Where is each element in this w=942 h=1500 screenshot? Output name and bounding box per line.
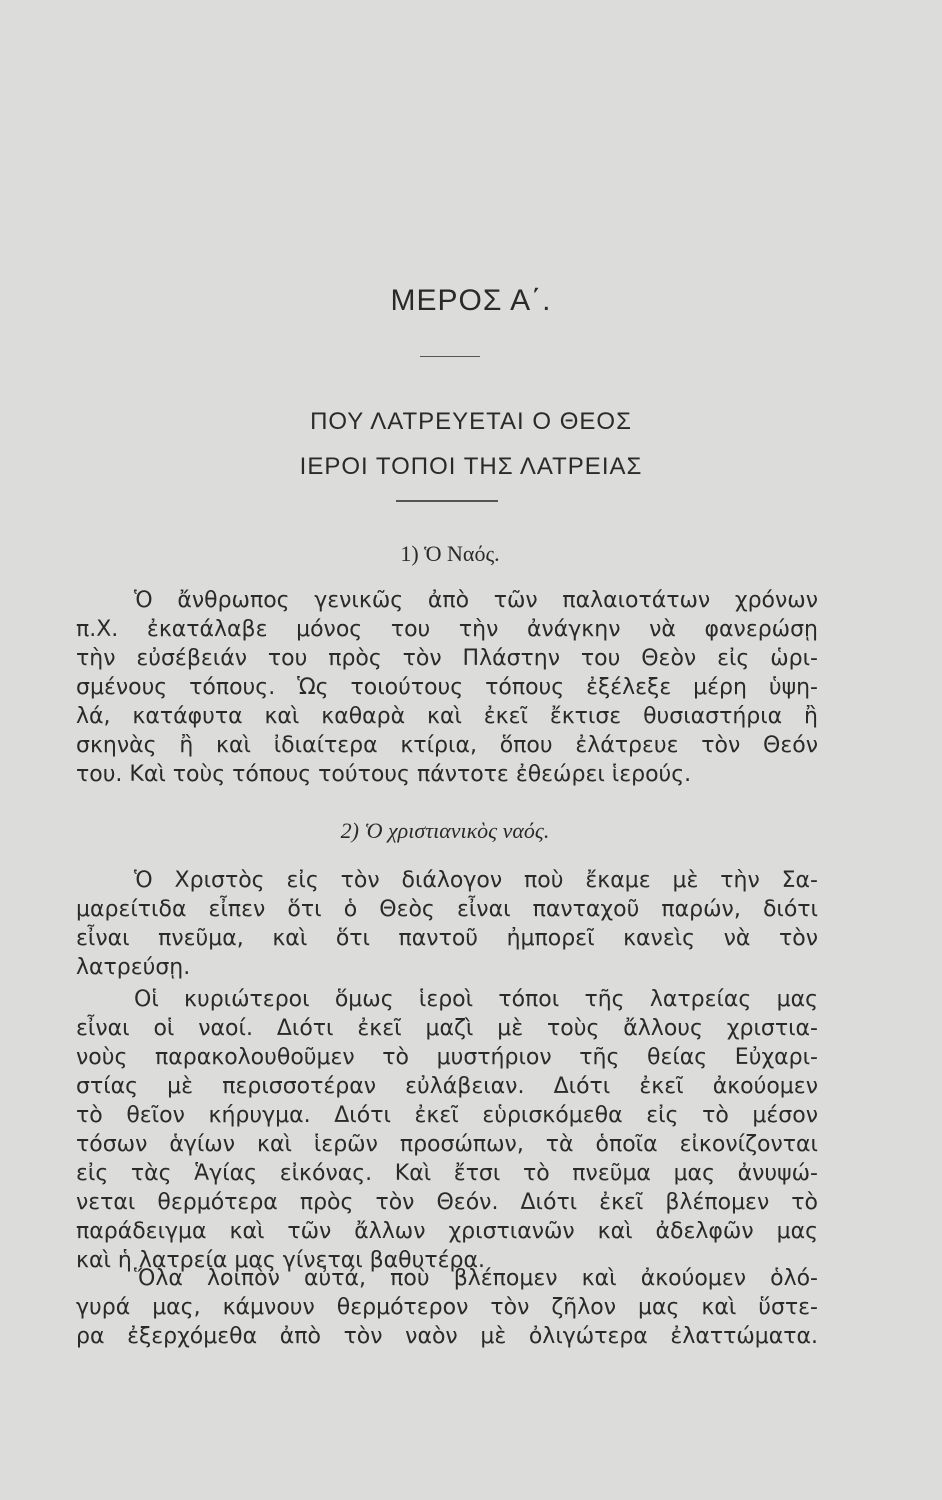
text-line: τὸ θεῖον κήρυγμα. Διότι ἐκεῖ εὑρισκόμεθα εἰς τὸ μέσον [76, 1103, 818, 1128]
chapter-heading-line-2: ΙΕΡΟΙ ΤΟΠΟΙ ΤΗΣ ΛΑΤΡΕΙΑΣ [299, 453, 643, 480]
section-2-title: 2) Ὁ χριστιανικὸς ναός. [340, 818, 550, 843]
text-line: λά, κατάφυτα καὶ καθαρὰ καὶ ἐκεῖ ἔκτισε θυσιαστήρια ἢ [76, 704, 818, 729]
text-line: εἶναι οἱ ναοί. Διότι ἐκεῖ μαζὶ μὲ τοὺς ἄλλους χριστια- [76, 1016, 818, 1041]
text-line: παράδειγμα καὶ τῶν ἄλλων χριστιανῶν καὶ ἀδελφῶν μας [76, 1219, 818, 1244]
text-line: τὴν εὐσέβειάν του πρὸς τὸν Πλάστην του Θεὸν εἰς ὡρι- [76, 646, 818, 671]
short-divider [420, 356, 480, 357]
text-line: γυρά μας, κάμνουν θερμότερον τὸν ζῆλον μας καὶ ὕστε- [76, 1295, 818, 1320]
text-line: εἰς τὰς Ἁγίας εἰκόνας. Καὶ ἔτσι τὸ πνεῦμα μας ἀνυψώ- [76, 1161, 818, 1186]
paragraph-2 [76, 866, 818, 982]
text-line: ρα ἐξερχόμεθα ἀπὸ τὸν ναὸν μὲ ὀλιγώτερα ἐλαττώματα. [76, 1324, 818, 1349]
text-line: εἶναι πνεῦμα, καὶ ὅτι παντοῦ ἠμπορεῖ κανεὶς νὰ τὸν [76, 926, 818, 951]
text-line: νοὺς παρακολουθοῦμεν τὸ μυστήριον τῆς θείας Εὐχαρι- [76, 1045, 818, 1070]
text-line: καὶ ἡ λατρεία μας γίνεται βαθυτέρα. [76, 1248, 485, 1273]
text-line: Ὅλα λοιπὸν αὐτά, ποὺ βλέπομεν καὶ ἀκούομεν ὁλό- [134, 1266, 818, 1291]
text-line: τόσων ἁγίων καὶ ἱερῶν προσώπων, τὰ ὁποῖα εἰκονίζονται [76, 1132, 818, 1157]
paragraph-1 [76, 586, 818, 789]
text-line: σκηνὰς ἢ καὶ ἰδιαίτερα κτίρια, ὅπου ἐλάτρευε τὸν Θεόν [76, 733, 818, 758]
text-line: μαρείτιδα εἶπεν ὅτι ὁ Θεὸς εἶναι πανταχοῦ παρών, διότι [76, 897, 818, 922]
chapter-heading-line-1: ΠΟΥ ΛΑΤΡΕΥΕΤΑΙ Ο ΘΕΟΣ [310, 408, 632, 435]
text-line: Ὁ Χριστὸς εἰς τὸν διάλογον ποὺ ἔκαμε μὲ τὴν Σα- [134, 868, 818, 893]
paragraph-3 [76, 985, 818, 1275]
heading-divider [396, 500, 498, 502]
text-line: Ὁ ἄνθρωπος γενικῶς ἀπὸ τῶν παλαιοτάτων χρόνων [134, 588, 818, 613]
text-line: λατρεύσῃ. [76, 955, 191, 980]
text-line: π.Χ. ἐκατάλαβε μόνος του τὴν ἀνάγκην νὰ φανερώσῃ [76, 617, 818, 642]
text-line: Οἱ κυριώτεροι ὅμως ἱεροὶ τόποι τῆς λατρείας μας [134, 987, 818, 1012]
paragraph-4 [76, 1264, 818, 1351]
section-1-title: 1) Ὁ Ναός. [400, 541, 500, 566]
text-line: νεται θερμότερα πρὸς τὸν Θεόν. Διότι ἐκεῖ βλέπομεν τὸ [76, 1190, 818, 1215]
text-line: σμένους τόπους. Ὡς τοιούτους τόπους ἐξέλεξε μέρη ὑψη- [76, 675, 818, 700]
text-line: του. Καὶ τοὺς τόπους τούτους πάντοτε ἐθεώρει ἱερούς. [76, 762, 692, 787]
part-title: ΜΕΡΟΣ Α΄. [390, 284, 552, 317]
text-line: στίας μὲ περισσοτέραν εὐλάβειαν. Διότι ἐκεῖ ἀκούομεν [76, 1074, 818, 1099]
